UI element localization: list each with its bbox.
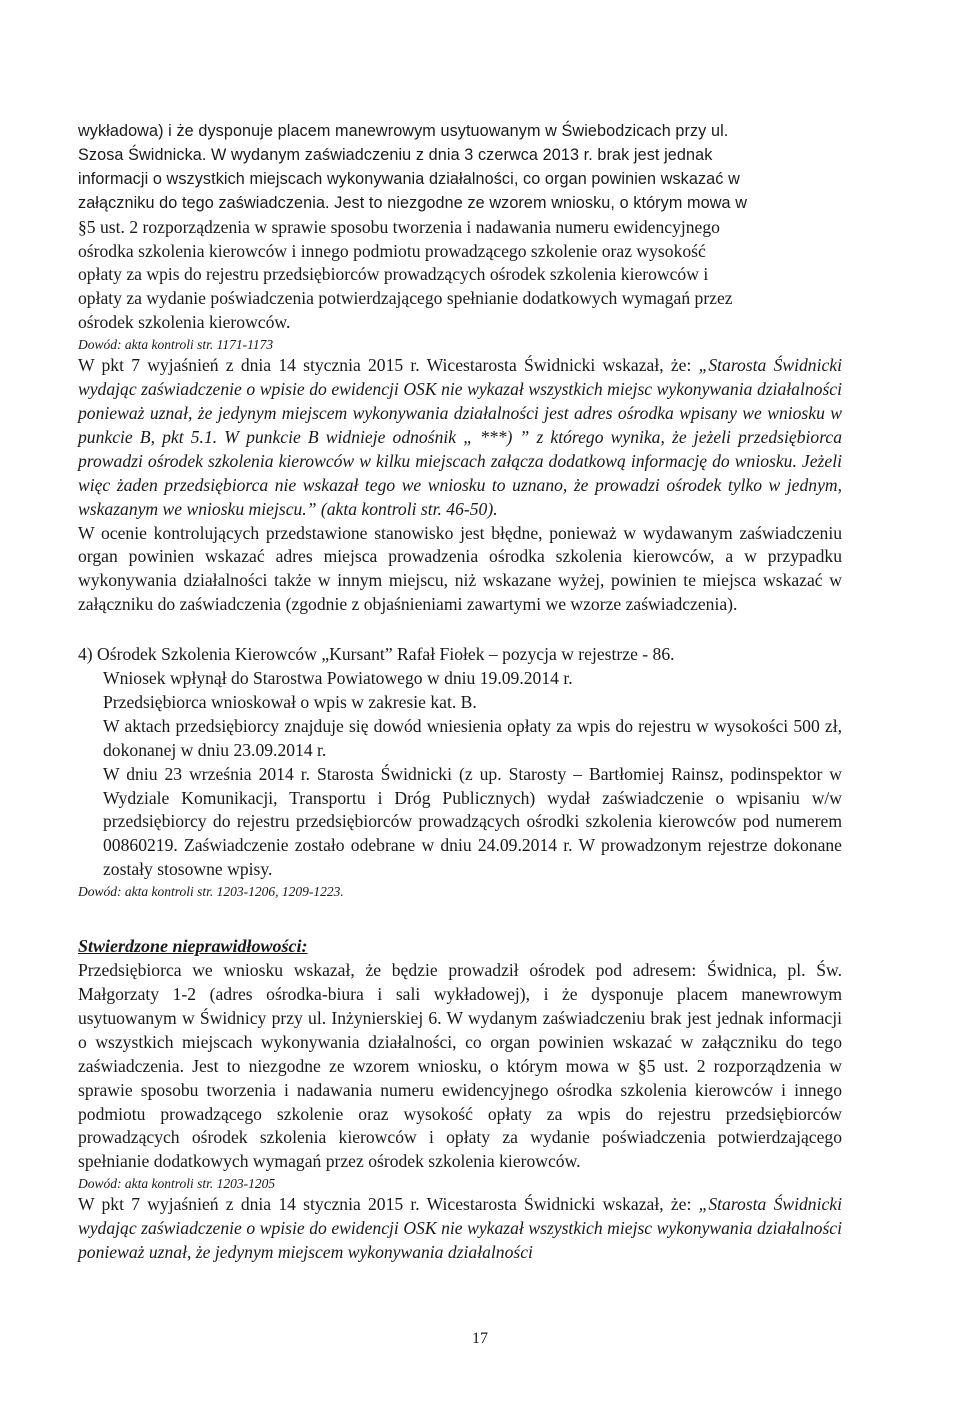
spacer	[78, 901, 842, 935]
evidence-note: Dowód: akta kontroli str. 1203-1206, 1209-1223.	[78, 884, 344, 900]
paragraph-continuation	[78, 120, 842, 216]
evidence-note: Dowód: akta kontroli str. 1203-1205	[78, 1176, 276, 1192]
explanation-paragraph	[78, 1193, 842, 1265]
text-line: wykładowa) i że dysponuje placem manewrowym usytuowanym w Świebodzicach przy ul.	[78, 122, 729, 140]
assessment-paragraph: W ocenie kontrolujących przedstawione stanowisko jest błędne, ponieważ w wydawanym zaświadczeniu organ powinien wskazać adres miejsca prowadzenia ośrodka szkolenia kierowców, a w przypadku wykonywania działalności także w innym miejscu, niż wskazane wyżej, powinien te miejsca wskazać w załączniku do zaświadczenia (zgodnie z objaśnieniami zawartymi we wzorze zaświadczenia).	[78, 522, 842, 615]
evidence-note: Dowód: akta kontroli str. 1171-1173	[78, 337, 274, 353]
text-line: §5 ust. 2 rozporządzenia w sprawie sposobu tworzenia i nadawania numeru ewidencyjnego	[78, 216, 720, 237]
text-line: opłaty za wydanie poświadczenia potwierdzającego spełnianie dodatkowych wymagań przez	[78, 288, 733, 309]
findings-paragraph: Przedsiębiorca we wniosku wskazał, że będzie prowadził ośrodek pod adresem: Świdnica, pl. Św. Małgorzaty 1-2 (adres ośrodka-biura i sali wykładowej), i że dysponuje placem manewrowym usytuowanym w Świdnicy przy ul. Inżynierskiej 6. W wydanym zaświadczeniu brak jest jednak informacji o wszystkich miejscach wykonywania działalności, co organ powinien wskazać w załączniku do tego zaświadczenia. Jest to niezgodne ze wzorem wniosku, o którym mowa w §5 ust. 2 rozporządzenia w sprawie sposobu tworzenia i nadawania numeru ewidencyjnego ośrodka szkolenia kierowców i innego podmiotu prowadzącego szkolenie oraz wysokość opłaty za wpis do rejestru przedsiębiorców prowadzących ośrodek szkolenia kierowców i opłaty za wydanie poświadczenia potwierdzającego spełnianie dodatkowych wymagań przez ośrodek szkolenia kierowców.	[78, 960, 842, 1172]
page-number: 17	[472, 1330, 488, 1347]
document-page	[78, 120, 842, 1265]
item-line: Przedsiębiorca wnioskował o wpis w zakresie kat. B.	[103, 691, 477, 712]
item-line: Wniosek wpłynął do Starostwa Powiatowego w dniu 19.09.2014 r.	[103, 668, 573, 689]
explanation-quote: „Starosta Świdnicki wydając zaświadczenie o wpisie do ewidencji OSK nie wykazał wszystkich miejsc wykonywania działalności ponieważ uznał, że jedynym miejscem wykonywania działalności jest adres ośrodka wpisany we wniosku w punkcie B, pkt 5.1. W punkcie B widnieje odnośnik „ ***) ” z którego wynika, że jeżeli przedsiębiorca prowadzi ośrodek szkolenia kierowców w kilku miejscach załącza dodatkową informację do wniosku. Jeżeli więc żaden przedsiębiorca nie wskazał tego we wniosku to uznano, że prowadzi ośrodek tylko w jednym, wskazanym we wniosku miejscu.” (akta kontroli str. 46-50).	[78, 355, 842, 519]
text-line: Szosa Świdnicka. W wydanym zaświadczeniu z dnia 3 czerwca 2013 r. brak jest jednak	[78, 145, 713, 164]
text-line: ośrodka szkolenia kierowców i innego podmiotu prowadzącego szkolenie oraz wysokość	[78, 240, 706, 261]
text-line: opłaty za wpis do rejestru przedsiębiorców prowadzących ośrodek szkolenia kierowców i	[78, 264, 709, 285]
spacer	[78, 617, 842, 643]
item-line: W dniu 23 września 2014 r. Starosta Świdnicki (z up. Starosty – Bartłomiej Rainsz, podinspektor w Wydziale Komunikacji, Transportu i Dróg Publicznych) wydał zaświadczenie o wpisaniu w/w przedsiębiorcy do rejestru przedsiębiorców prowadzących ośrodki szkolenia kierowców pod numerem 00860219. Zaświadczenie zostało odebrane w dniu 24.09.2014 r. W prowadzonym rejestrze dokonane zostały stosowne wpisy.	[103, 763, 842, 880]
section-heading: Stwierdzone nieprawidłowości:	[78, 936, 308, 957]
text-line: informacji o wszystkich miejscach wykonywania działalności, co organ powinien wskazać w	[78, 169, 740, 188]
paragraph-continuation-2	[78, 216, 842, 336]
item-title: 4) Ośrodek Szkolenia Kierowców „Kursant” Rafał Fiołek – pozycja w rejestrze - 86.	[78, 644, 675, 665]
item-line: W aktach przedsiębiorcy znajduje się dowód wniesienia opłaty za wpis do rejestru w wysokości 500 zł, dokonanej w dniu 23.09.2014 r.	[103, 715, 842, 760]
explanation-intro: W pkt 7 wyjaśnień z dnia 14 stycznia 2015 r. Wicestarosta Świdnicki wskazał, że:	[78, 1194, 699, 1215]
explanation-paragraph	[78, 354, 842, 521]
item-details	[103, 667, 842, 882]
explanation-intro: W pkt 7 wyjaśnień z dnia 14 stycznia 2015 r. Wicestarosta Świdnicki wskazał, że:	[78, 355, 699, 376]
explanation-quote: „Starosta Świdnicki wydając zaświadczenie o wpisie do ewidencji OSK nie wykazał wszystkich miejsc wykonywania działalności ponieważ uznał, że jedynym miejscem wykonywania działalności	[78, 1194, 842, 1263]
text-line: załączniku do tego zaświadczenia. Jest to niezgodne ze wzorem wniosku, o którym mowa w	[78, 193, 747, 212]
text-line: ośrodek szkolenia kierowców.	[78, 312, 291, 333]
